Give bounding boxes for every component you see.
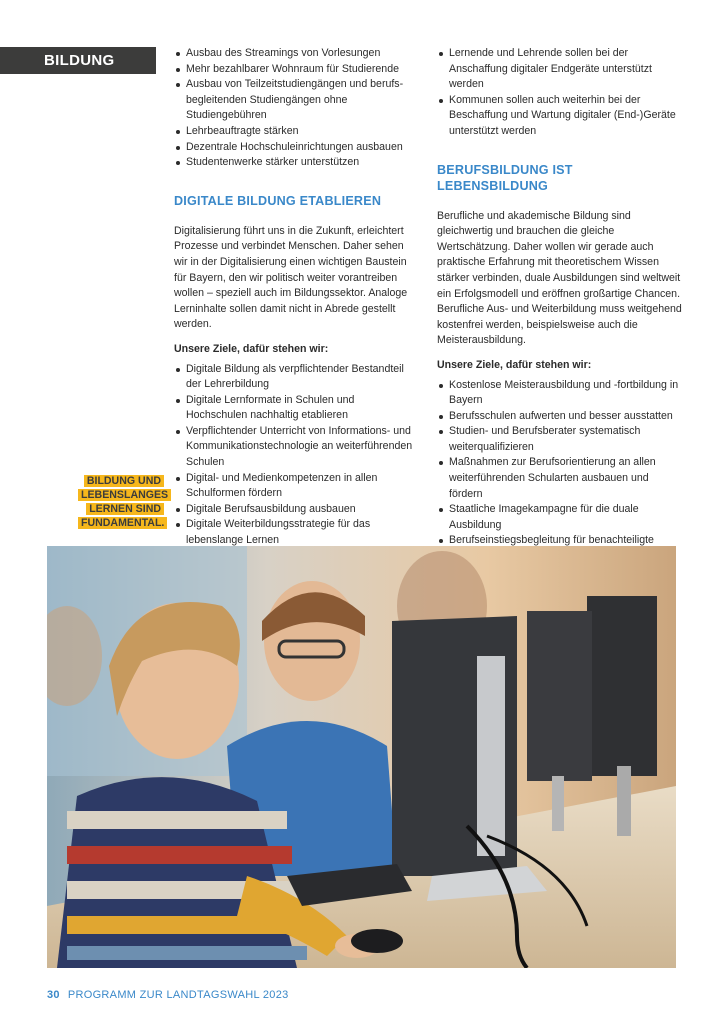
list-item: Berufseinstiegsbegleitung für benachteiligte bbox=[437, 533, 682, 564]
left-top-bullet-list bbox=[174, 46, 418, 171]
list-item: Digitale Berufsausbildung ausbauen bbox=[174, 502, 418, 518]
callout-line: BILDUNG UND bbox=[84, 475, 164, 487]
goals-label: Unsere Ziele, dafür stehen wir: bbox=[437, 358, 592, 371]
list-item: Lehrbeauftragte stärken bbox=[174, 124, 418, 140]
section-label: BILDUNG bbox=[0, 47, 156, 74]
page-footer bbox=[47, 989, 289, 1001]
list-item: Studentenwerke stärker unterstützen bbox=[174, 155, 418, 171]
paragraph-berufsbildung: Berufliche und akademische Bildung sind gleichwertig und brauchen die gleiche Wertschätzung. Daher wollen wir gerade auch praktische Erfahrung mit theoretischem Wissen stärker verbinden, duale Ausbildungen sind weltweit ein Erfolgsmodell und eröffnen großartige Chancen. Berufliche Aus- und Weiterbildung muss weitgehend kostenfrei werden, beispielsweise auch die Meisterausbildung. bbox=[437, 209, 682, 347]
paragraph-digitalisierung: Digitalisierung führt uns in die Zukunft, erleichtert Prozesse und verbindet Menschen. Daher sehen wir in der Digitalisierung einen wichtigen Baustein für Bayern, den wir politisch weiter vorantreiben wollen – speziell auch im Bildungssektor. Analoge Lerninhalte sollen damit nicht in Abrede gestellt werden. bbox=[174, 224, 408, 331]
list-item: Digitale Bildung als verpflichtender Bestandteil der Lehrerbildung bbox=[174, 362, 418, 393]
callout-quote bbox=[78, 474, 169, 530]
list-item: Kommunen sollen auch weiterhin bei der Beschaffung und Wartung digitaler (End-)Geräte unterstützt werden bbox=[437, 93, 682, 140]
list-item: Dezentrale Hochschuleinrichtungen ausbauen bbox=[174, 140, 418, 156]
list-item: Staatliche Imagekampagne für die duale Ausbildung bbox=[437, 502, 682, 533]
callout-line: LERNEN SIND bbox=[86, 503, 164, 515]
list-item: Ausbau des Streamings von Vorlesungen bbox=[174, 46, 418, 62]
list-item: Mehr bezahlbarer Wohnraum für Studierende bbox=[174, 62, 418, 78]
list-item: Ausbau von Teilzeitstudiengängen und berufs-begleitenden Studiengängen ohne Studiengebühren bbox=[174, 77, 418, 124]
heading-digitale-bildung: DIGITALE BILDUNG ETABLIEREN bbox=[174, 193, 382, 208]
list-item: Verpflichtender Unterricht von Informations- und Kommunikationstechnologie an weiterführenden Schulen bbox=[174, 424, 418, 471]
list-item: Lernende und Lehrende sollen bei der Anschaffung digitaler Endgeräte unterstützt werden bbox=[437, 46, 682, 93]
list-item: Kostenlose Meisterausbildung und -fortbildung in Bayern bbox=[437, 378, 682, 409]
page-number: 30 bbox=[47, 989, 60, 1001]
goals-label: Unsere Ziele, dafür stehen wir: bbox=[174, 342, 329, 355]
list-item: Digitale Lernformate in Schulen und Hochschulen nachhaltig etablieren bbox=[174, 393, 418, 424]
classroom-photo-illustration bbox=[47, 546, 676, 968]
classroom-photo bbox=[47, 546, 676, 968]
list-item: Digital- und Medienkompetenzen in allen Schulformen fördern bbox=[174, 471, 418, 502]
callout-line: FUNDAMENTAL. bbox=[78, 517, 167, 529]
heading-berufsbildung: BERUFSBILDUNG IST LEBENSBILDUNG bbox=[437, 162, 573, 193]
left-column bbox=[174, 46, 418, 595]
list-item: Maßnahmen zur Berufsorientierung an allen weiterführenden Schularten ausbauen und fördern bbox=[437, 455, 682, 502]
right-top-bullet-list bbox=[437, 46, 682, 140]
list-item: Digitale Weiterbildungsstrategie für das lebenslange Lernen bbox=[174, 517, 418, 548]
footer-title: PROGRAMM ZUR LANDTAGSWAHL 2023 bbox=[67, 989, 289, 1001]
list-item: Studien- und Berufsberater systematisch weiterqualifizieren bbox=[437, 424, 682, 455]
callout-line: LEBENSLANGES bbox=[78, 489, 171, 501]
list-item: Berufsschulen aufwerten und besser ausstatten bbox=[437, 409, 682, 425]
